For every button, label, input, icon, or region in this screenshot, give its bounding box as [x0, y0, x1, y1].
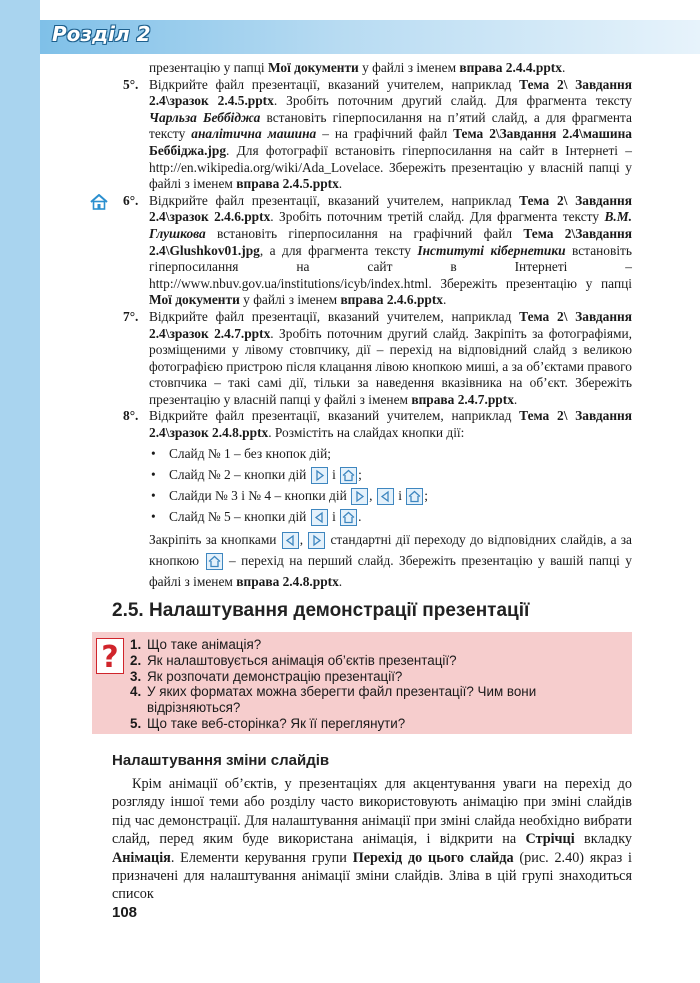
exercise-list: [112, 60, 632, 592]
left-margin-band: [0, 0, 40, 983]
question-item: 3. Як розпочати демонстрацію презентації?: [130, 668, 403, 684]
task-number: 8°.: [123, 408, 139, 424]
back-button-icon: [377, 488, 394, 505]
subsection-title: Налаштування зміни слайдів: [112, 752, 330, 769]
task-4-tail: презентацію у папці Мої документи у файлі з іменем вправа 2.4.4.pptx.: [149, 60, 566, 75]
home-icon: [90, 194, 108, 210]
task-number: 6°.: [123, 192, 139, 208]
svg-text:?: ?: [101, 640, 119, 674]
section-title: 2.5. Налаштування демонстрації презентації: [112, 600, 530, 621]
task-number: 7°.: [123, 308, 139, 324]
question-list: [130, 637, 620, 732]
question-item: 5. Що таке веб-сторінка? Як її переглянути?: [130, 715, 406, 731]
task-5: 5°. Відкрийте файл презентації, вказаний учителем, наприклад Тема 2\ Завдання 2.4\зразок 2.4.5.pptx. Зробіть поточним другий слайд. Для фрагмента тексту Чарльза Беббіджа встановіть гіперпосилання на п’ятий слайд, а для фрагмента тексту аналітична машина – на графічний файл Тема 2\Завдання 2.4\машина Беббіджа.jpg. Для фотографії встановіть гіперпосилання на сайт в Інтернеті – http://en.wikipedia.org/wiki/Ada_Lovelace. Збережіть презентацію у власній папці у файлі з іменем вправа 2.4.5.pptx.: [123, 76, 632, 192]
task-number: 5°.: [123, 76, 139, 92]
task-8: 8°. Відкрийте файл презентації, вказаний учителем, наприклад Тема 2\ Завдання 2.4\зразок 2.4.8.pptx. Розмістіть на слайдах кнопки дії: • Слайд № 1 – без кнопок дій; • Слайд № 2 – кнопки дій і ; • Слайди № 3 і № 4 – кнопки дій , і ; • Слайд № 5 – кнопки дій і . Закріпіть за кнопками , стандартні дії переходу до відповідних слайдів, а за кнопкою – перехід на перший слайд. Збережіть презентацію у вашій папці у файлі з іменем вправа 2.4.8.pptx.: [112, 408, 632, 591]
task-8-closing: Закріпіть за кнопками , стандартні дії переходу до відповідних слайдів, а за кнопкою – перехід на перший слайд. Збережіть презентацію у вашій папці у файлі з іменем вправа 2.4.8.pptx.: [149, 531, 632, 589]
question-item: 2. Як налаштовується анімація об’єктів презентації?: [130, 652, 457, 668]
next-button-icon: [351, 488, 368, 505]
next-button-icon: [311, 467, 328, 484]
task-6: 6°. Відкрийте файл презентації, вказаний учителем, наприклад Тема 2\ Завдання 2.4\зразок 2.4.6.pptx. Зробіть поточним третій слайд. Для фрагмента тексту В.М. Глушкова встановіть гіперпосилання на графічний файл Тема 2\Завдання 2.4\Glushkov01.jpg, а для фрагмента тексту Інституті кібернетики встановіть гіперпосилання на сайт в Інтернеті – http://www.nbuv.gov.ua/institutions/icyb/index.html. Збережіть презентацію у папці Мої документи у файлі з іменем вправа 2.4.6.pptx.: [112, 193, 632, 309]
list-item: • Слайд № 2 – кнопки дій і ;: [149, 464, 632, 485]
list-item: • Слайд № 1 – без кнопок дій;: [149, 443, 632, 464]
question-mark-icon: [96, 638, 124, 674]
home-button-icon: [340, 509, 357, 526]
list-item: • Слайди № 3 і № 4 – кнопки дій , і ;: [149, 485, 632, 506]
question-item: 1. Що таке анімація?: [130, 637, 262, 652]
page-number: 108: [112, 904, 138, 921]
body-paragraph: Крім анімації об’єктів, у презентаціях для акцентування уваги на перехід до розгляду іншої теми або розділу часто використовують анімацію при зміні слайдів під час демонстрації. Для налаштування анімації при зміні слайда необхідно вибрати слайд, перед яким буде використана анімація, і відкрити на Стрічці вкладку Анімація. Елементи керування групи Перехід до цього слайда (рис. 2.40) якраз і призначені для налаштування анімації зміни слайдів. Зліва в цій групі знаходиться список: [112, 776, 632, 903]
home-button-icon: [406, 488, 423, 505]
action-buttons-list: [149, 443, 632, 527]
list-item: • Слайд № 5 – кнопки дій і .: [149, 506, 632, 527]
task-7: 7°. Відкрийте файл презентації, вказаний учителем, наприклад Тема 2\ Завдання 2.4\зразок 2.4.7.pptx. Зробіть поточним другий слайд. Закріпіть за фотографіями, розміщеними у лівому стовпчику, дії – перехід на відповідний слайд з великою фотографією пристрою після клацання лівою кнопкою миші, а за об’єктами правого стовпчика – такі самі дії, тільки за наведення вказівника на об’єкт. Збережіть презентацію у власній папці у файлі з іменем вправа 2.4.7.pptx.: [123, 308, 632, 407]
review-questions-box: [92, 632, 632, 734]
question-item: 4. У яких форматах можна зберегти файл презентації? Чим вони відрізняються?: [130, 684, 537, 716]
chapter-tag: Розділ 2: [52, 22, 151, 46]
home-button-icon: [206, 553, 223, 570]
back-button-icon: [282, 532, 299, 549]
next-button-icon: [308, 532, 325, 549]
home-button-icon: [340, 467, 357, 484]
back-button-icon: [311, 509, 328, 526]
